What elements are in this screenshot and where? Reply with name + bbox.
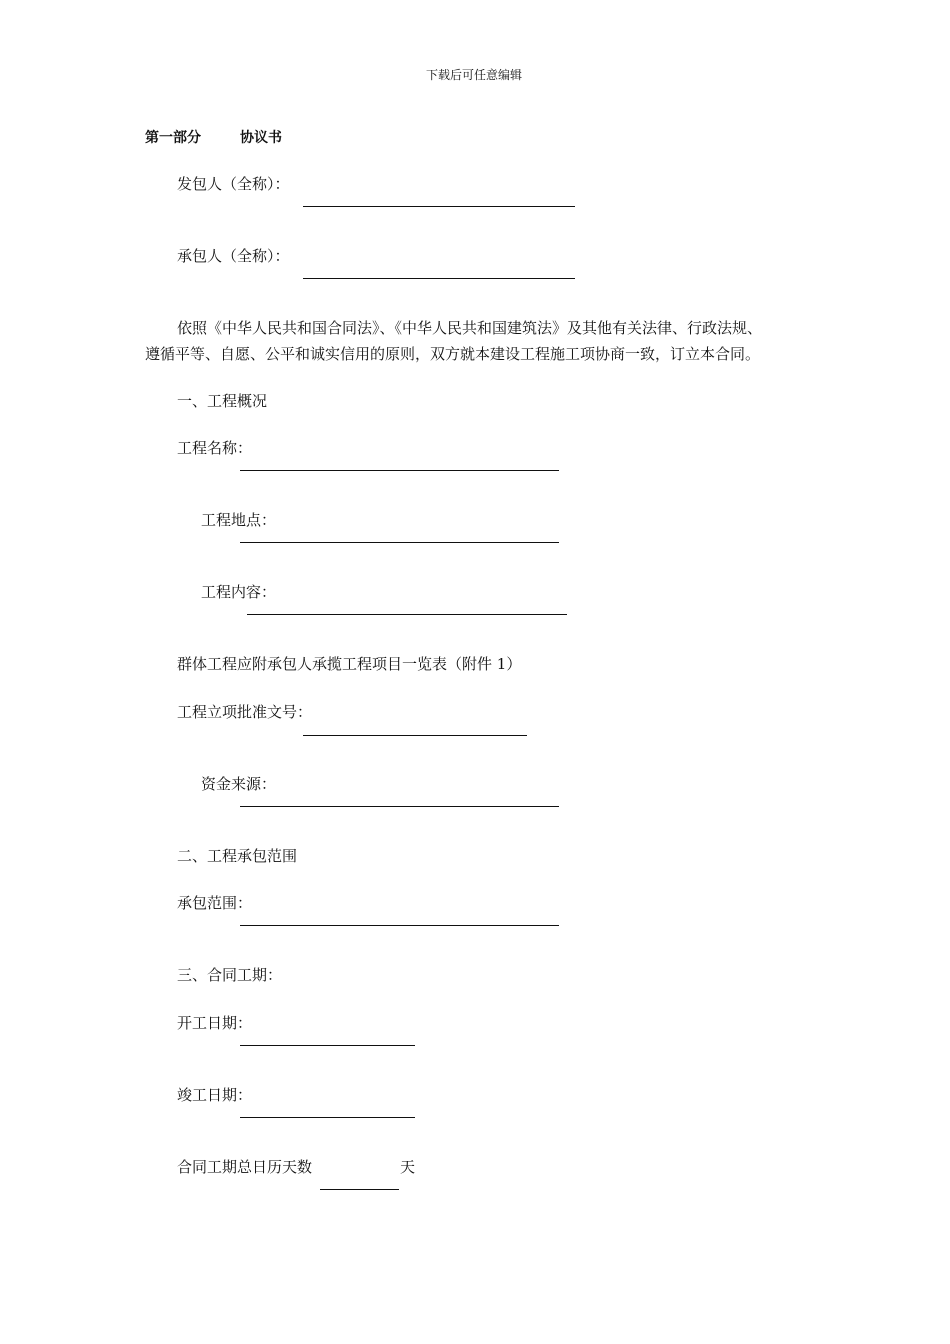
funding-source-blank[interactable] xyxy=(240,806,559,807)
project-location-blank[interactable] xyxy=(240,542,559,543)
period-heading: 三、合同工期： xyxy=(177,966,283,984)
contractor-label: 承包人（全称）： xyxy=(177,247,290,265)
completion-date-blank[interactable] xyxy=(240,1117,415,1118)
start-date-blank[interactable] xyxy=(240,1045,415,1046)
project-location-label: 工程地点： xyxy=(201,511,277,529)
approval-number-label: 工程立项批准文号： xyxy=(177,703,313,721)
contractor-blank[interactable] xyxy=(303,278,575,279)
completion-date-label: 竣工日期： xyxy=(177,1086,253,1104)
project-content-label: 工程内容： xyxy=(201,583,277,601)
preamble-line-2: 遵循平等、自愿、公平和诚实信用的原则，双方就本建设工程施工项协商一致，订立本合同。 xyxy=(145,345,761,363)
section-part: 第一部分 xyxy=(145,130,201,146)
project-name-label: 工程名称： xyxy=(177,439,253,457)
scope-label: 承包范围： xyxy=(177,894,253,912)
employer-label: 发包人（全称）： xyxy=(177,175,290,193)
project-name-blank[interactable] xyxy=(240,470,559,471)
employer-blank[interactable] xyxy=(303,206,575,207)
project-content-blank[interactable] xyxy=(247,614,567,615)
page-header-note: 下载后可任意编辑 xyxy=(426,68,523,82)
total-days-blank[interactable] xyxy=(320,1189,399,1190)
overview-heading: 一、工程概况 xyxy=(177,392,268,410)
section-title: 协议书 xyxy=(240,130,282,146)
start-date-label: 开工日期： xyxy=(177,1014,253,1032)
funding-source-label: 资金来源： xyxy=(201,775,277,793)
approval-number-blank[interactable] xyxy=(303,735,527,736)
preamble-line-1: 依照《中华人民共和国合同法》、《中华人民共和国建筑法》及其他有关法律、行政法规、 xyxy=(177,319,763,337)
scope-blank[interactable] xyxy=(240,925,559,926)
group-project-note: 群体工程应附承包人承揽工程项目一览表（附件 1） xyxy=(177,655,522,673)
total-days-label: 合同工期总日历天数 xyxy=(177,1158,313,1176)
scope-heading: 二、工程承包范围 xyxy=(177,847,298,865)
total-days-unit: 天 xyxy=(400,1158,416,1176)
